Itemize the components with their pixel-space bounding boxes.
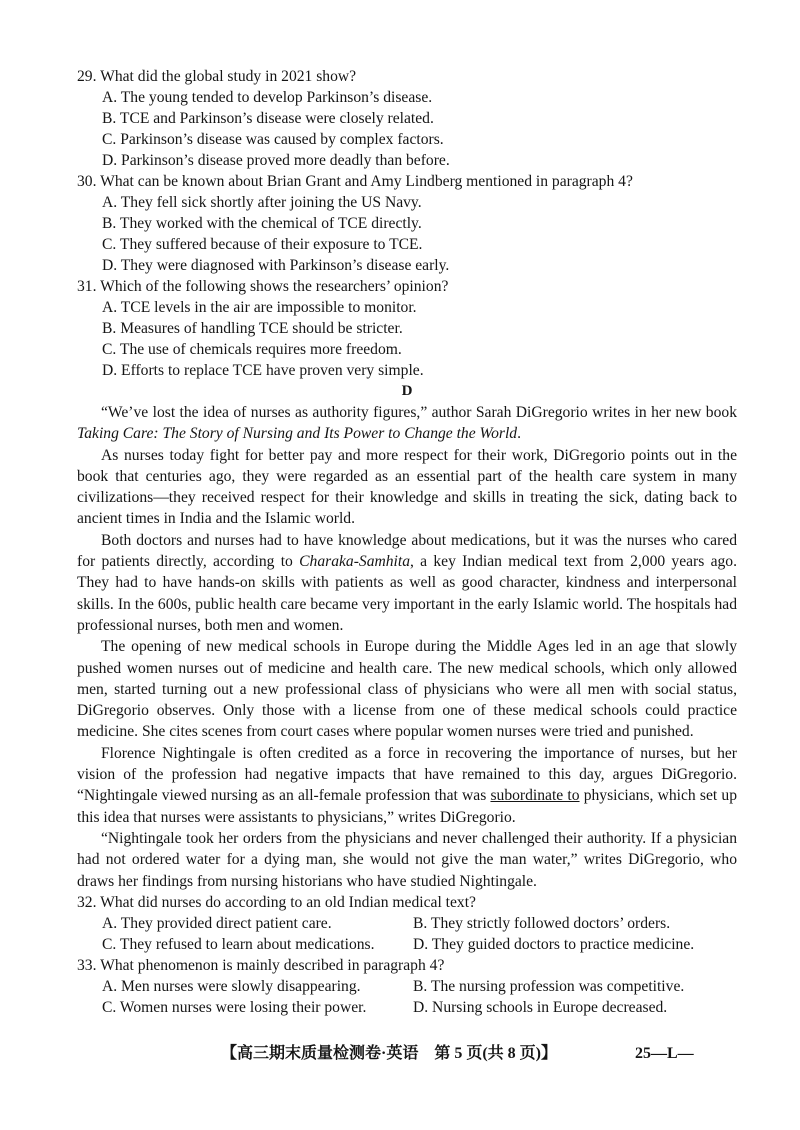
footer-code: 25—L— <box>635 1045 694 1062</box>
option-33-c: C. Women nurses were losing their power. <box>102 998 367 1016</box>
option-32-d: D. They guided doctors to practice medicine. <box>413 935 695 953</box>
option-32-c: C. They refused to learn about medications. <box>102 935 375 953</box>
p5-end: physicians, which set up this idea that nurses were assistants to physicians,” writes DiGregorio. <box>77 787 737 826</box>
question-30: 30. What can be known about Brian Grant and Amy Lindberg mentioned in paragraph 4? <box>77 173 633 190</box>
option-32-b: B. They strictly followed doctors’ orders. <box>413 914 671 932</box>
option-29-a: A. The young tended to develop Parkinson’s disease. <box>102 89 433 106</box>
option-29-d: D. Parkinson’s disease proved more deadly than before. <box>102 152 450 169</box>
options-32-row-2 <box>77 934 737 955</box>
p1-end: . <box>517 425 522 443</box>
footer-title: 【高三期末质量检测卷·英语 第 5 页(共 8 页)】 <box>221 1045 557 1062</box>
passage-paragraph-1 <box>77 402 737 445</box>
option-33-b: B. The nursing profession was competitive. <box>413 977 685 995</box>
p1-text: “We’ve lost the idea of nurses as authority figures,” author Sarah DiGregorio writes in her new book <box>101 404 737 421</box>
option-30-d: D. They were diagnosed with Parkinson’s disease early. <box>102 257 450 274</box>
passage-paragraph-4: The opening of new medical schools in Europe during the Middle Ages led in an age that slowly pushed women nurses out of medicine and health care. The new medical schools, which only allowed men, started turning out a new professional class of physicians who were all men with social status, DiGregorio observes. Only those with a license from one of these medical schools could practice medicine. She cites scenes from court cases where popular women nurses were tried and punished. <box>77 638 737 741</box>
option-33-a: A. Men nurses were slowly disappearing. <box>102 977 361 995</box>
question-33: 33. What phenomenon is mainly described in paragraph 4? <box>77 956 445 974</box>
options-33-row-1 <box>77 976 737 997</box>
option-31-b: B. Measures of handling TCE should be stricter. <box>102 320 403 337</box>
option-30-c: C. They suffered because of their exposure to TCE. <box>102 236 423 253</box>
passage-paragraph-6: “Nightingale took her orders from the physicians and never challenged their authority. If a physician had not ordered water for a dying man, she would not give the man water,” writes DiGregorio, who draws her findings from nursing historians who have studied Nightingale. <box>77 829 737 890</box>
option-30-b: B. They worked with the chemical of TCE directly. <box>102 215 422 232</box>
passage-paragraph-2: As nurses today fight for better pay and more respect for their work, DiGregorio points out in the book that centuries ago, they were regarded as an essential part of the health care system in many civilizations—they received respect for their knowledge and skills in treating the sick, dating back to ancient times in India and the Islamic world. <box>77 446 737 528</box>
question-29: 29. What did the global study in 2021 show? <box>77 68 357 85</box>
exam-page <box>77 66 737 1018</box>
passage-paragraph-5 <box>77 743 737 828</box>
question-32: 32. What did nurses do according to an old Indian medical text? <box>77 893 476 911</box>
option-32-a: A. They provided direct patient care. <box>102 914 332 932</box>
options-32-row-1 <box>77 913 737 934</box>
option-33-d: D. Nursing schools in Europe decreased. <box>413 998 668 1016</box>
p5-start: Florence Nightingale is often credited as a force in recovering the importance of nurses, but her vision of the profession had negative impacts that have remained to this day, argues DiGregorio. “Nightingale viewed nursing as an all-female profession that was <box>77 744 737 805</box>
page-footer <box>221 1042 741 1066</box>
p3-end: , a key Indian medical text from 2,000 years ago. They had to have hands-on skills with patients as well as good character, kindness and interpersonal skills. In the 600s, public health care became very important in the early Islamic world. The hospitals had professional nurses, both men and women. <box>77 553 737 634</box>
section-letter: D <box>401 383 413 399</box>
p3-start: Both doctors and nurses had to have knowledge about medications, but it was the nurses who cared for patients directly, according to <box>77 531 737 571</box>
question-31: 31. Which of the following shows the researchers’ opinion? <box>77 278 449 295</box>
option-29-b: B. TCE and Parkinson’s disease were closely related. <box>102 110 434 127</box>
option-31-d: D. Efforts to replace TCE have proven very simple. <box>102 362 424 379</box>
medical-text-title: Charaka-Samhita <box>299 553 411 571</box>
option-31-a: A. TCE levels in the air are impossible to monitor. <box>102 299 417 316</box>
passage-paragraph-3 <box>77 530 737 636</box>
options-33-row-2 <box>77 997 737 1018</box>
book-title: Taking Care: The Story of Nursing and Its Power to Change the World <box>77 425 518 443</box>
option-29-c: C. Parkinson’s disease was caused by complex factors. <box>102 131 444 148</box>
option-30-a: A. They fell sick shortly after joining the US Navy. <box>102 194 422 211</box>
underlined-phrase: subordinate to <box>490 787 580 805</box>
option-31-c: C. The use of chemicals requires more freedom. <box>102 341 402 358</box>
